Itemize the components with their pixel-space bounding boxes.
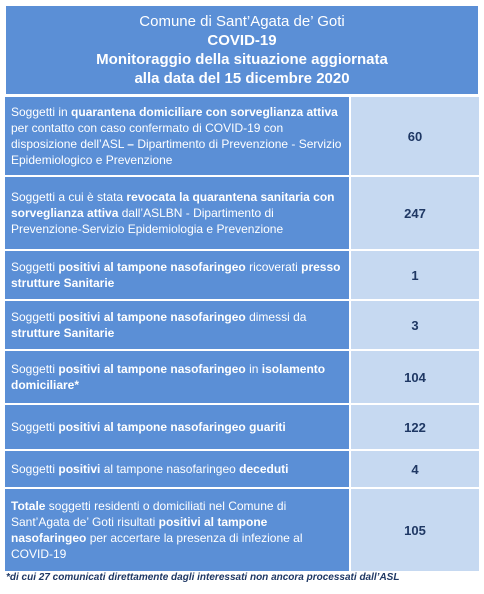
table-body: [5, 95, 479, 571]
row-value: 104: [349, 351, 479, 403]
row-value: 105: [349, 489, 479, 571]
row-text: Dipartimento di Prevenzione - Servizio Epidemiologico e Prevenzione: [11, 137, 342, 167]
row-text-bold: positivi: [58, 462, 101, 476]
row-text-bold: isolamento domiciliare*: [11, 362, 326, 392]
row-text: ricoverati: [245, 260, 302, 274]
row-text: soggetti residenti o domiciliati nel Comune di Sant’Agata de’ Goti risultati: [11, 499, 287, 529]
row-text: Soggetti: [11, 362, 59, 376]
table-row: [5, 403, 479, 449]
row-text: per contatto con caso confermato di COVID-19 con disposizione dell’ASL: [11, 121, 284, 151]
row-text-bold: positivi al tampone nasofaringeo: [11, 515, 268, 545]
row-text: Soggetti: [11, 310, 59, 324]
municipality-title: Comune di Sant’Agata de’ Goti: [139, 13, 345, 30]
row-description: [5, 301, 349, 349]
row-value: 1: [349, 251, 479, 299]
row-description: [5, 405, 349, 449]
row-text-bold: deceduti: [239, 462, 289, 476]
table-header: [5, 5, 479, 95]
row-text: Soggetti: [11, 260, 59, 274]
row-text: Soggetti: [11, 462, 59, 476]
table-row: [5, 487, 479, 571]
row-text-bold: revocata la quarantena sanitaria con sorveglianza attiva: [11, 190, 335, 220]
row-text: in: [245, 362, 262, 376]
row-text: al tampone nasofaringeo: [100, 462, 240, 476]
row-value: 4: [349, 451, 479, 487]
update-date: alla data del 15 dicembre 2020: [134, 70, 350, 87]
row-text-bold: strutture Sanitarie: [11, 326, 115, 340]
row-text-bold: Totale: [11, 499, 46, 513]
table-row: [5, 349, 479, 403]
monitoring-title: Monitoraggio della situazione aggiornata: [96, 51, 388, 68]
row-value: 122: [349, 405, 479, 449]
row-value: 3: [349, 301, 479, 349]
report-table: [5, 5, 479, 571]
row-text-bold: positivi al tampone nasofaringeo: [58, 362, 246, 376]
row-description: [5, 177, 349, 249]
row-text-bold: presso strutture Sanitarie: [11, 260, 341, 290]
footnote: *di cui 27 comunicati direttamente dagli interessati non ancora processati dall’ASL: [6, 572, 400, 583]
table-row: [5, 175, 479, 249]
table-row: [5, 249, 479, 299]
row-text: Soggetti in: [11, 105, 72, 119]
row-value: 60: [349, 97, 479, 175]
row-text: dimessi da: [245, 310, 307, 324]
covid-title: COVID-19: [207, 32, 277, 49]
row-text-bold: positivi al tampone nasofaringeo: [58, 310, 246, 324]
row-description: [5, 97, 349, 175]
row-text-bold: positivi al tampone nasofaringeo: [58, 260, 246, 274]
row-text-bold: positivi al tampone nasofaringeo guariti: [58, 420, 286, 434]
row-text: dall’ASLBN - Dipartimento di Prevenzione-Servizio Epidemiologia e Prevenzione: [11, 206, 284, 236]
table-row: [5, 95, 479, 175]
row-value: 247: [349, 177, 479, 249]
row-text-bold: –: [127, 137, 134, 151]
row-text: Soggetti a cui è stata: [11, 190, 127, 204]
table-row: [5, 449, 479, 487]
row-description: [5, 251, 349, 299]
row-description: [5, 489, 349, 571]
table-row: [5, 299, 479, 349]
row-text: per accertare la presenza di infezione al COVID-19: [11, 531, 303, 561]
row-description: [5, 351, 349, 403]
row-description: [5, 451, 349, 487]
row-text-bold: quarantena domiciliare con sorveglianza attiva: [71, 105, 338, 119]
row-text: Soggetti: [11, 420, 59, 434]
